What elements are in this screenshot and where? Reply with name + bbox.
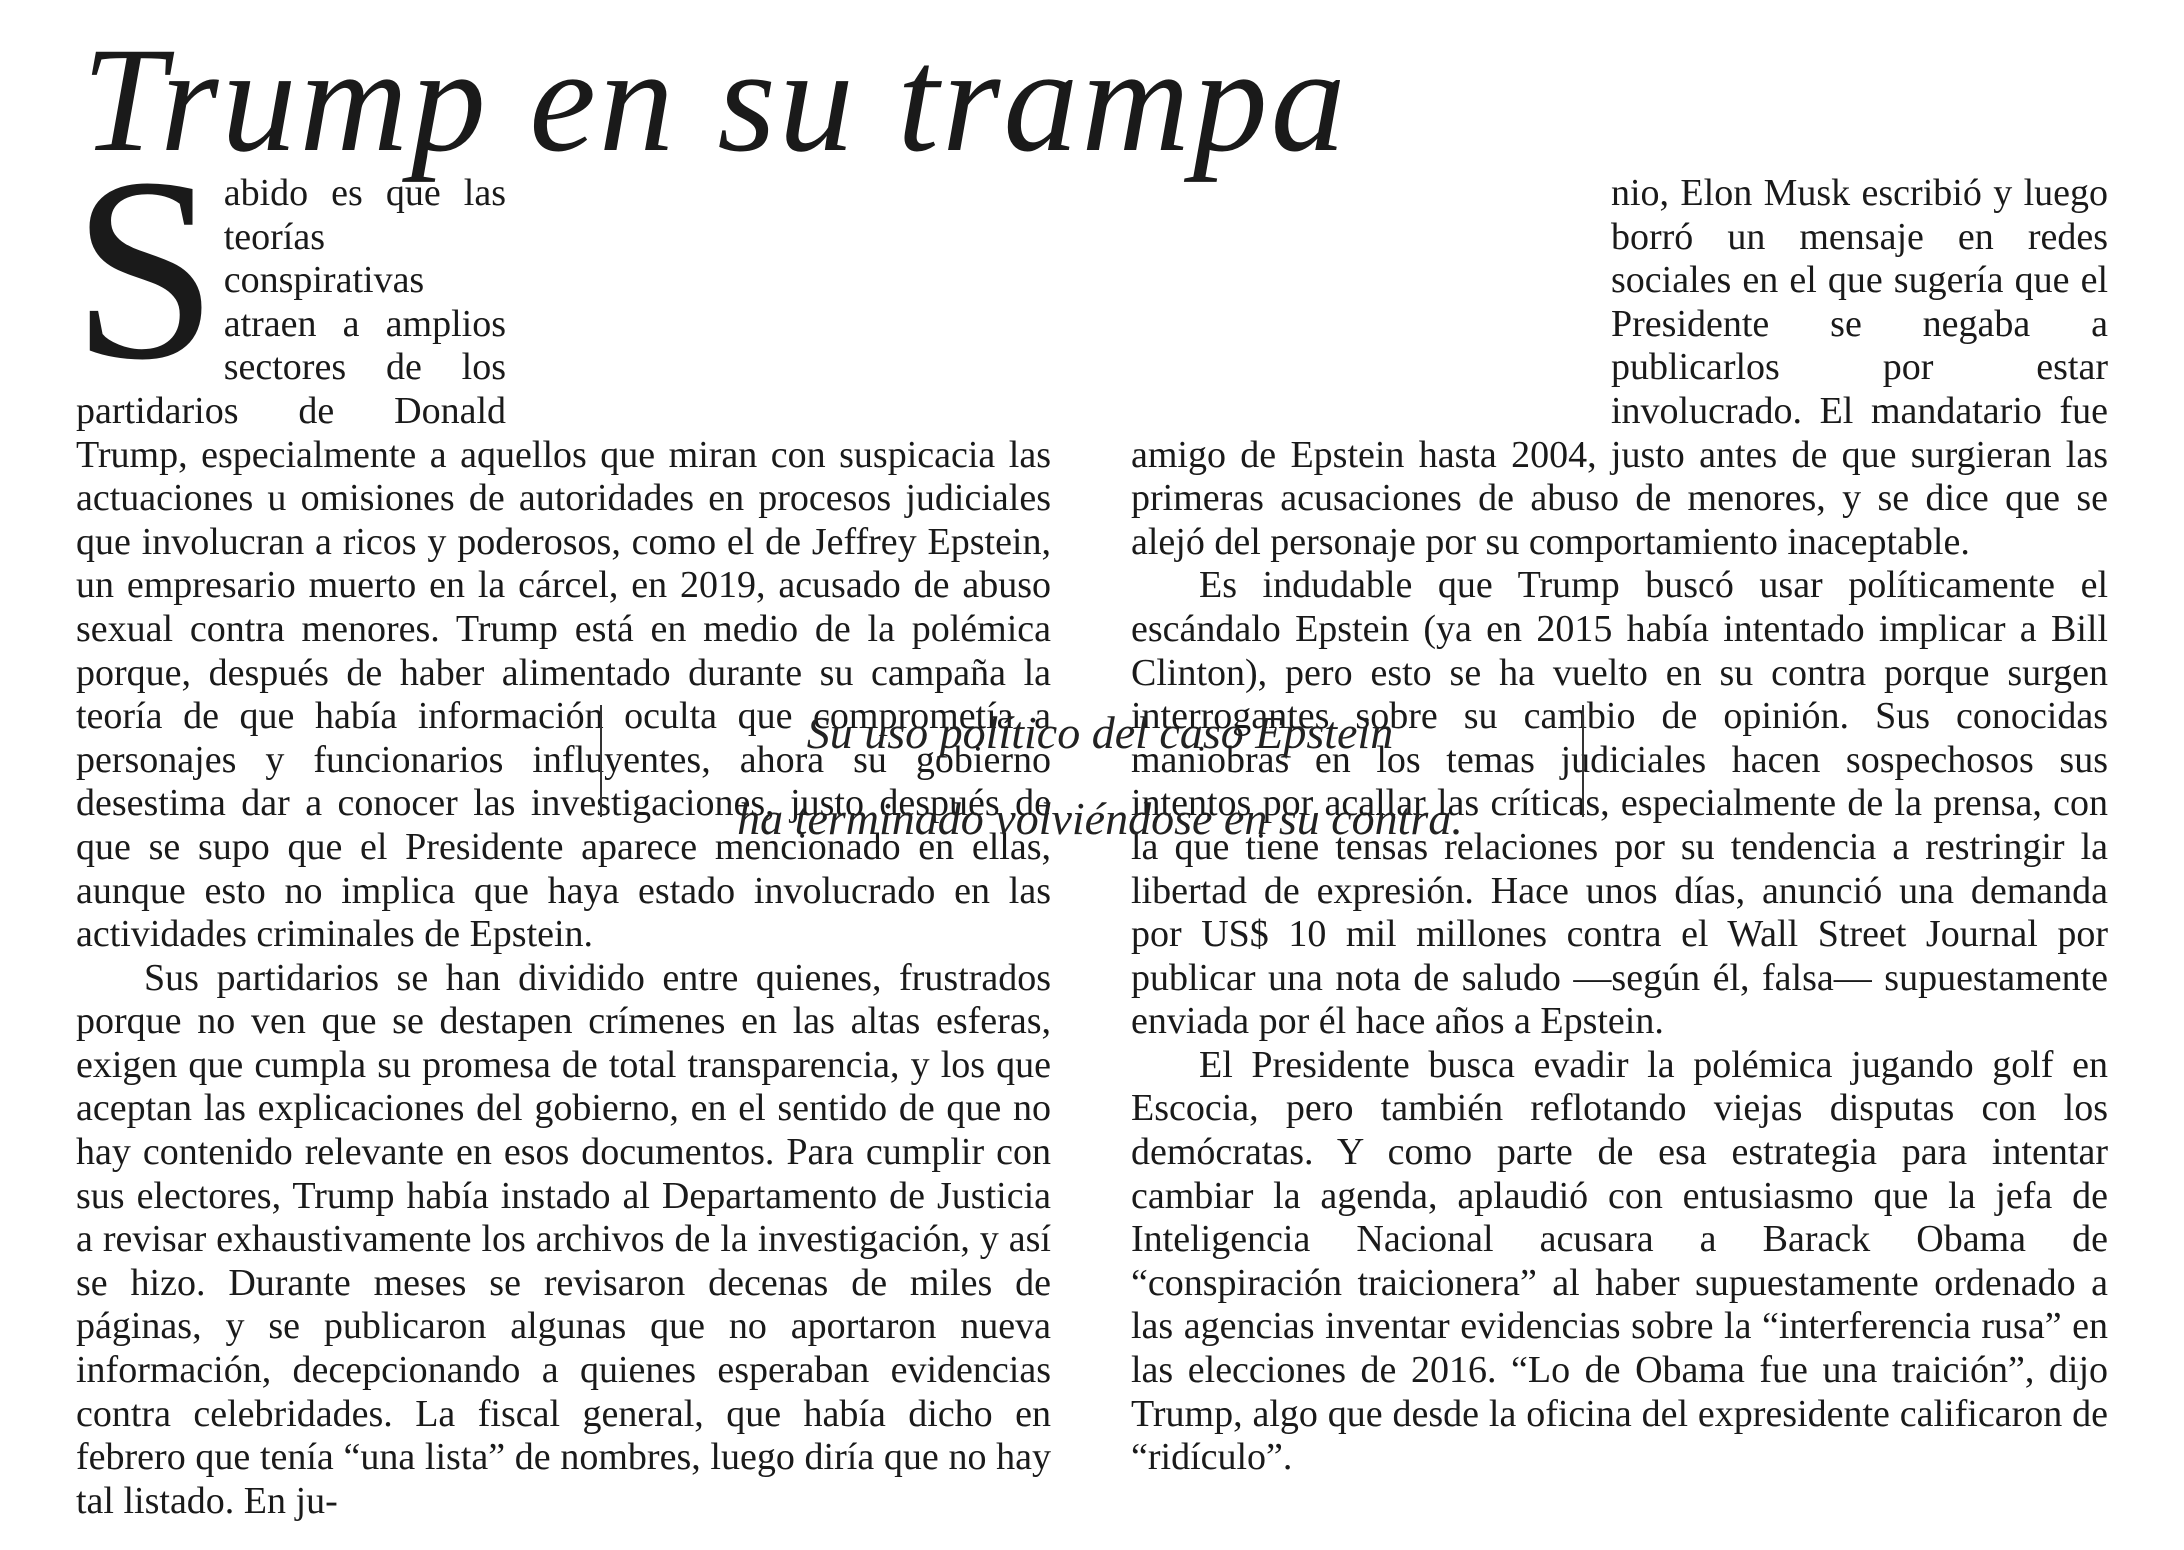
paragraph-5: El Presidente busca evadir la polémica jugando golf en Escocia, pero también reflotando viejas disputas con los demócratas. Y como parte de esa estrategia para intentar cambiar la agenda, aplaudió con entusiasmo que la jefa de Inteligencia Nacional acusara a Barack Obama de “conspiración traicionera” al haber supuestamente ordenado a las agencias inventar evidencias sobre la “interferencia rusa” en las elecciones de 2016. “Lo de Obama fue una traición”, dijo Trump, algo que desde la oficina del expresidente calificaron de “ridículo”. [1131, 1043, 2108, 1479]
paragraph-4: Es indudable que Trump buscó usar políticamente el escándalo Epstein (ya en 2015 había intentado implicar a Bill Clinton), pero esto se ha vuelto en su contra porque surgen interrogantes sobre su cambio de opinión. Sus conocidas maniobras en los temas judiciales hacen sospechosos sus intentos por acallar las críticas, especialmente de la prensa, con la que tiene tensas relaciones por su tendencia a restringir la libertad de expresión. Hace unos días, anunció una demanda por US$ 10 mil millones contra el Wall Street Journal por publicar una nota de saludo —según él, falsa— supuestamente enviada por él hace años a Epstein. [1131, 564, 2108, 1043]
article-headline: Trump en su trampa [82, 17, 1349, 183]
drop-cap: S [72, 124, 218, 414]
pull-quote-line-1: Su uso político del caso Epstein [806, 707, 1394, 758]
pull-quote-gap-right [1131, 172, 1611, 390]
paragraph-1-text: abido es que las teorías conspirativas atraen a amplios sectores de los partidarios de Donald Trump, especialmente a aquellos que miran con suspicacia las actuaciones u omisiones de autoridades en procesos judiciales que involucran a ricos y poderosos, como el de Jeffrey Epstein, un empresario muerto en la cárcel, en 2019, acusado de abuso sexual contra menores. Trump está en medio de la polémica porque, después de haber alimentado durante su campaña la teoría de que había información oculta que comprometía a personajes y funcionarios influyentes, ahora su gobierno desestima dar a conocer las investigaciones, justo después de que se supo que el Presidente aparece mencionado en ellas, aunque esto no implica que haya estado involucrado en las actividades criminales de Epstein. [76, 172, 1051, 956]
paragraph-2: Sus partidarios se han dividido entre quienes, frustrados porque no ven que se destapen crímenes en las altas esferas, exigen que cumpla su promesa de total transparencia, y los que aceptan las explicaciones del gobierno, en el sentido de que no hay contenido relevante en esos documentos. Para cumplir con sus electores, Trump había instado al Departamento de Justicia a revisar exhaustivamente los archivos de la investigación, y así se hizo. Durante meses se revisaron decenas de miles de páginas, y se publicaron algunas que no aportaron nueva información, decepcionando a quienes esperaban evidencias contra celebridades. La fiscal general, que había dicho en febrero que tenía “una lista” de nombres, luego diría que no hay tal listado. En ju- [76, 956, 1051, 1522]
paragraph-3: nio, Elon Musk escribió y luego borró un mensaje en redes sociales en el que sugería que el Presidente se negaba a publicarlos por estar involucrado. El mandatario fue amigo de Epstein hasta 2004, justo antes de que surgieran las primeras acusaciones de abuso de menores, y se dice que se alejó del personaje por su comportamiento inaceptable. [1131, 172, 2108, 563]
pull-quote-line-2: ha terminado volviéndose en su contra. [737, 793, 1463, 844]
pull-quote-gap-left [506, 172, 1051, 390]
pull-quote [600, 690, 1600, 862]
